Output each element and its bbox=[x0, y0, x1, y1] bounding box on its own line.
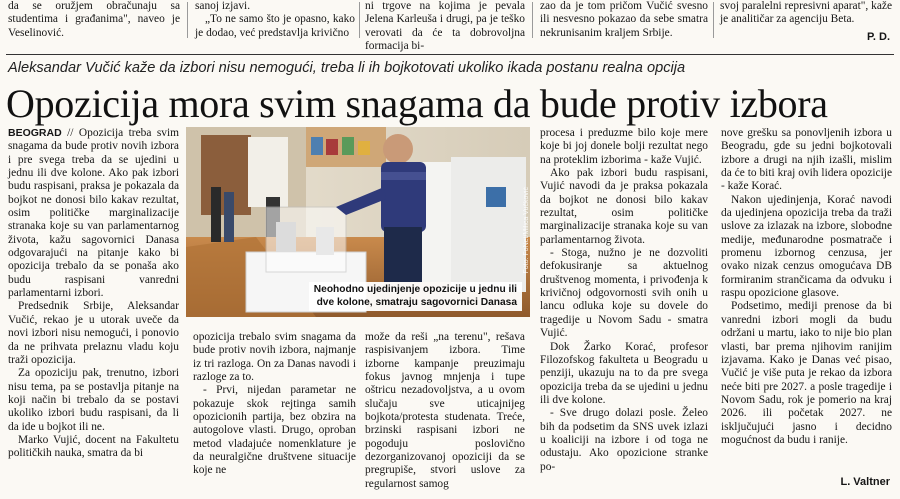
paragraph: nove grešku sa ponovljenih izbora u Beogradu, gde su jedni bojkotovali izbore a drugi na njih izašli, mislim da će to biti kraj ovih lidera opozicije - kaže Korać. bbox=[721, 127, 892, 193]
photo-credit: Foto: FoNet/Milica Vučković bbox=[523, 187, 530, 274]
kicker: Aleksandar Vučić kaže da izbori nisu nemogući, treba li ih bojkotovati ukoliko ikada postanu realna opcija bbox=[8, 60, 686, 76]
paragraph: Za opoziciju pak, trenutno, izbori nisu tema, pa se postavlja pitanje na koji način bi trebalo da se postavi ukoliko izbori budu raspisani, da li da ide u bojkot ili ne. bbox=[8, 367, 179, 433]
top-text-4: zao da je tom pričom Vučić svesno ili nesvesno pokazao da sebe smatra nekrunisanim kraljem Srbije. bbox=[540, 0, 708, 39]
caption-line-2: dve kolone, smatraju sagovornici Danasa bbox=[316, 296, 517, 308]
top-divider-2 bbox=[359, 2, 360, 38]
article-signature: L. Valtner bbox=[840, 476, 890, 488]
photo-caption bbox=[309, 282, 522, 311]
paragraph: Nakon ujedinjenja, Korać navodi da ujedinjena opozicija treba da traži uslove za izlazak na izbore, slobodne medije, međunarodne posmatrače i promenu izbornog cenzusa, jer ovako nizak cenzus omogućava DB formiranim strančicama da odvuku i raspu opozicione glasove. bbox=[721, 193, 892, 300]
top-column-5 bbox=[720, 0, 892, 30]
top-column-2 bbox=[195, 0, 355, 44]
article-photo bbox=[186, 127, 530, 317]
paragraph: Podsetimo, mediji prenose da bi vanredni izbori mogli da budu održani u martu, iako to nije bio plan vlasti, bar prema njihovim ranijim izjavama. Kako je Danas već pisao, Vučić je više puta je rekao da izbora neće biti pre 2027. a posle tragedije i Novom Sadu, rok je pomerio na kraj 2026. ili početak 2027. ne isključujući jasno i decidno mogućnost da budu i ranije. bbox=[721, 300, 892, 446]
top-divider-4 bbox=[713, 2, 714, 38]
lead-text: // Opozicija treba svim snagama da bude protiv novih izbora i pre svega treba da se ujedini u jednu ili dve kolone. Ako pak izbori budu raspisani, praksa je pokazala da bojkot ne donosi bilo kakav rezultat, osim političke marginalizacije stranaka koje su van parlamentarnog života, kažu sagovornici Danasa odgovarajući na pitanje kako bi opozicija trebalo da se ponaša ako budu raspisani vanredni parlamentarni izbori. bbox=[8, 127, 179, 300]
paragraph: Ako pak izbori budu raspisani, Vujić navodi da je praksa pokazala da bojkot ne donosi bilo kakav rezultat, osim političke marginalizacije stranaka koje su van parlamentarnog života. bbox=[540, 167, 708, 246]
paragraph: - Sve drugo dolazi posle. Želeo bih da podsetim da SNS uvek izlazi u koaliciji na izbore i od toga ne odustaju. Ako opozicione stranke po- bbox=[540, 407, 708, 473]
top-text-3: ni trgove na kojima je pevala Jelena Karleuša i drugi, pa je teško verovati da će ta dobrovoljna formacija bi- bbox=[365, 0, 525, 53]
top-column-4 bbox=[540, 0, 708, 44]
paragraph: - Stoga, nužno je ne dozvoliti defokusiranje sa aktuelnog društvenog momenta, i privođenja k krivičnoj odgovornosti svih onih u lancu odluka koje su dovele do tragedije u Novom Sadu - smatra Vujić. bbox=[540, 247, 708, 340]
article-column-1 bbox=[8, 127, 179, 497]
paragraph: Marko Vujić, docent na Fakultetu političkih nauka, smatra da bi bbox=[8, 433, 179, 460]
top-text-5: svoj paralelni represivni aparat", kaže je analitičar za agenciju Beta. bbox=[720, 0, 892, 26]
article-column-2 bbox=[193, 331, 356, 497]
headline: Opozicija mora svim snagama da bude protiv izbora bbox=[6, 81, 828, 126]
paragraph: može da reši „na terenu", rešava raspisivanjem izbora. Time izborne kampanje preuzimaju fokus javnog mnjenja i tupe oštricu nezadovoljstva, a u ovom slučaju sve uticajnijeg bojkota/protesta studenata. Treće, brzinski raspisani izbori ne pogoduju poslovično dezorganizovanoj opoziciji da se pregrupiše, stvori uslove za regularnost samog bbox=[365, 331, 525, 490]
section-rule bbox=[6, 54, 894, 55]
paragraph: Predsednik Srbije, Aleksandar Vučić, rekao je u utorak uveče da novi izbori nisu nemogući, i ponovio da ne prihvata prelaznu vladu koju traži opozicija. bbox=[8, 300, 179, 366]
paragraph: - Prvi, nijedan parametar ne pokazuje skok rejtinga samih opozicionih partija, bez obzira na autogolove vlasti. Drugo, oproban metod vladajuće nomenklature je da neuralgične društvene situacije koje ne bbox=[193, 384, 356, 477]
lead-paragraph bbox=[8, 127, 179, 300]
top-text-2a: sanoj izjavi. bbox=[195, 0, 251, 12]
top-signature: P. D. bbox=[866, 31, 890, 43]
top-column-3 bbox=[365, 0, 525, 53]
article-column-3 bbox=[365, 331, 525, 497]
article-column-5 bbox=[721, 127, 892, 457]
article-column-4 bbox=[540, 127, 708, 497]
top-column-1 bbox=[8, 0, 180, 44]
caption-line-1: Neohodno ujedinjenje opozicije u jednu ili bbox=[313, 284, 517, 295]
top-divider-3 bbox=[532, 2, 533, 38]
paragraph: Dok Žarko Korać, profesor Filozofskog fakulteta u Beogradu u penziji, ukazuju na to da pre svega opozicija treba da se ujedini u jednu ili dve kolone. bbox=[540, 340, 708, 406]
top-divider-1 bbox=[187, 2, 188, 38]
paragraph: opozicija trebalo svim snagama da bude protiv novih izbora, najmanje iz tri razloga. On za Danas navodi i razloge za to. bbox=[193, 331, 356, 384]
dateline: BEOGRAD bbox=[8, 127, 62, 139]
paragraph: procesa i preduzme bilo koje mere koje bi joj donele bolji rezultat nego na proteklim izborima - kaže Vujić. bbox=[540, 127, 708, 166]
top-text-2b: „To ne samo što je opasno, kako je dodao, već predstavlja krivično bbox=[195, 13, 355, 39]
top-text-1: da se oružjem obračunaju sa studentima i građanima", naveo je Veselinović. bbox=[8, 0, 180, 39]
